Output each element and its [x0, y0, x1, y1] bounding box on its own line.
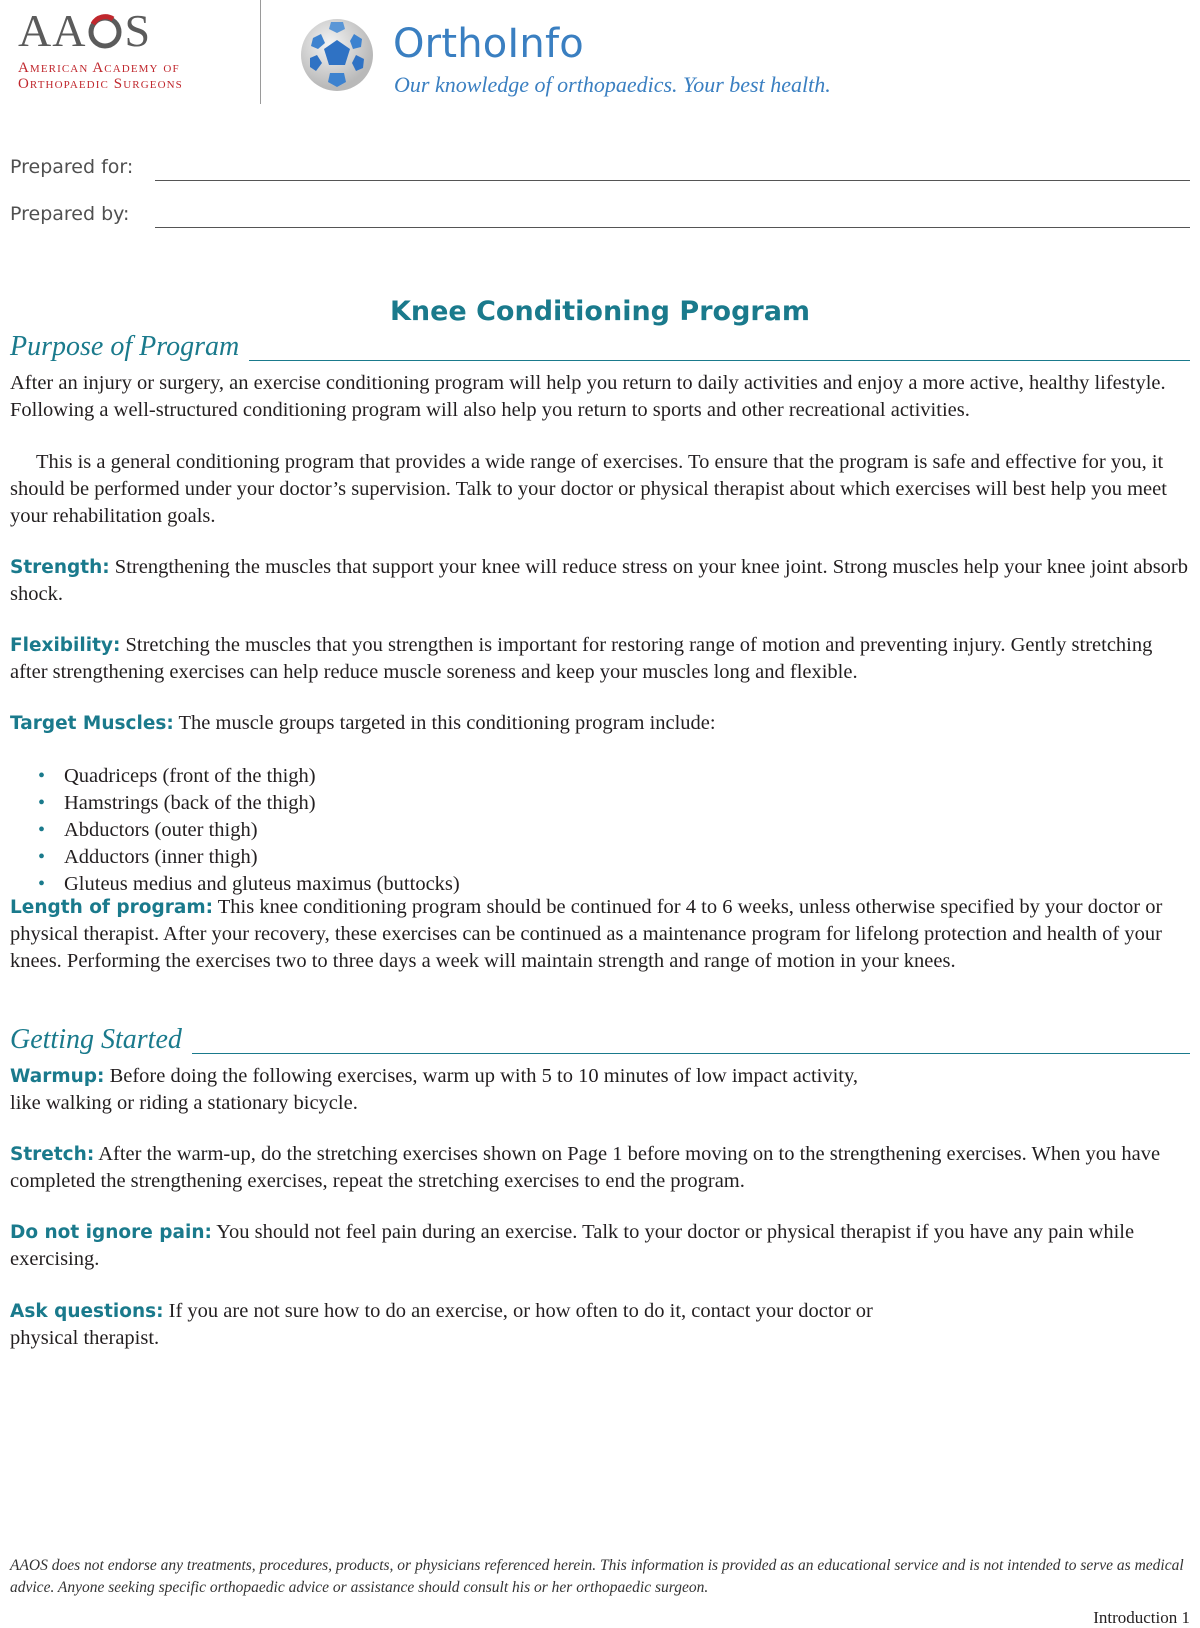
orthoinfo-tagline: Our knowledge of orthopaedics. Your best health.: [394, 72, 831, 97]
disclaimer: AAOS does not endorse any treatments, procedures, products, or physicians referenced herein. This information is provided as an educational service and is not intended to serve as medical advice. Anyone seeking specific orthopaedic advice or assistance should consult his or her orthopaedic surgeon.: [10, 1557, 1184, 1596]
length-paragraph: [10, 894, 1190, 975]
aaos-subtitle-line2: Orthopaedic Surgeons: [18, 76, 183, 92]
ask-questions-text: If you are not sure how to do an exercise, or how often to do it, contact your doctor or: [163, 1300, 873, 1322]
warmup-label: Warmup:: [10, 1066, 105, 1087]
page-title: Knee Conditioning Program: [389, 296, 811, 327]
getting-started-heading-text: Getting Started: [10, 1024, 192, 1056]
aaos-letters-left: AA: [18, 5, 87, 56]
prepared-by-label: Prepared by:: [10, 203, 130, 225]
ask-questions-paragraph: [10, 1298, 1190, 1352]
bullet-icon: •: [38, 765, 46, 787]
bullet-icon: •: [38, 792, 46, 814]
length-label: Length of program:: [10, 897, 214, 918]
prepared-for-row: [10, 156, 1190, 186]
aaos-o-ring-icon: [87, 14, 123, 50]
target-muscles-text: The muscle groups targeted in this conditioning program include:: [173, 712, 716, 734]
muscle-item-text: Adductors (inner thigh): [64, 846, 258, 868]
list-item: [38, 844, 460, 871]
strength-text: Strengthening the muscles that support your knee will reduce stress on your knee joint. Strong muscles help your knee joint absorb shock.: [10, 556, 1188, 605]
bullet-icon: •: [38, 819, 46, 841]
warmup-paragraph: [10, 1063, 1190, 1117]
length-text: This knee conditioning program should be continued for 4 to 6 weeks, unless otherwise specified by your doctor or physical therapist. After your recovery, these exercises can be continued as a maintenance program for lifelong protection and health of your knees. Performing the exercises two to three days a week will maintain strength and range of motion in your knees.: [10, 896, 1163, 972]
list-item: [38, 763, 460, 790]
ask-questions-label: Ask questions:: [10, 1301, 164, 1322]
purpose-heading: [10, 329, 1190, 365]
aaos-wordmark: [18, 5, 233, 56]
flexibility-paragraph: [10, 632, 1190, 686]
strength-paragraph: [10, 554, 1190, 608]
muscle-item-text: Abductors (outer thigh): [64, 819, 258, 841]
prepared-for-field[interactable]: [155, 180, 1190, 181]
muscle-item-text: Gluteus medius and gluteus maximus (buttocks): [64, 873, 460, 895]
target-muscles-label: Target Muscles:: [10, 713, 174, 734]
stretch-label: Stretch:: [10, 1144, 95, 1165]
prepared-by-row: [10, 203, 1190, 233]
pain-paragraph: [10, 1219, 1190, 1273]
bullet-icon: •: [38, 846, 46, 868]
prepared-for-label: Prepared for:: [10, 156, 134, 178]
flexibility-label: Flexibility:: [10, 635, 121, 656]
aaos-letters-right: S: [124, 5, 152, 56]
pain-text: You should not feel pain during an exercise. Talk to your doctor or physical therapist if you have any pain while exercising.: [10, 1221, 1135, 1270]
orthoinfo-title: OrthoInfo: [393, 21, 584, 67]
purpose-paragraph-1: After an injury or surgery, an exercise conditioning program will help you return to daily activities and enjoy a more active, healthy lifestyle. Following a well-structured conditioning program will also help you return to sports and other recreational activities.: [10, 372, 1166, 421]
purpose-heading-text: Purpose of Program: [10, 331, 249, 363]
purpose-paragraph-2: This is a general conditioning program that provides a wide range of exercises. To ensure that the program is safe and effective for you, it should be performed under your doctor’s supervision. Talk to your doctor or physical therapist about which exercises will best help you meet your rehabilitation goals.: [10, 451, 1167, 527]
strength-label: Strength:: [10, 557, 110, 578]
pain-label: Do not ignore pain:: [10, 1222, 212, 1243]
bullet-icon: •: [38, 873, 46, 895]
ask-questions-text-2: physical therapist.: [10, 1327, 160, 1349]
page-number: Introduction 1: [1093, 1608, 1190, 1627]
target-muscles-paragraph: [10, 710, 1190, 737]
stretch-text: After the warm-up, do the stretching exercises shown on Page 1 before moving on to the strengthening exercises. When you have completed the strengthening exercises, repeat the stretching exercises to end the program.: [10, 1143, 1161, 1192]
muscle-item-text: Hamstrings (back of the thigh): [64, 792, 316, 814]
aaos-logo: [18, 5, 233, 92]
muscle-item-text: Quadriceps (front of the thigh): [64, 765, 316, 787]
orthoinfo-sphere-icon: [298, 16, 376, 94]
list-item: [38, 817, 460, 844]
prepared-by-field[interactable]: [155, 227, 1190, 228]
getting-started-heading: [10, 1022, 1190, 1058]
list-item: [38, 790, 460, 817]
aaos-subtitle: [18, 60, 233, 92]
header-divider: [260, 0, 261, 104]
aaos-subtitle-line1: American Academy of: [18, 60, 180, 76]
warmup-text: Before doing the following exercises, warm up with 5 to 10 minutes of low impact activity,: [104, 1065, 859, 1087]
muscle-list: [38, 763, 460, 898]
stretch-paragraph: [10, 1141, 1190, 1195]
flexibility-text: Stretching the muscles that you strengthen is important for restoring range of motion and preventing injury. Gently stretching after strengthening exercises can help reduce muscle soreness and keep your muscles long and flexible.: [10, 634, 1153, 683]
warmup-text-2: like walking or riding a stationary bicycle.: [10, 1092, 358, 1114]
